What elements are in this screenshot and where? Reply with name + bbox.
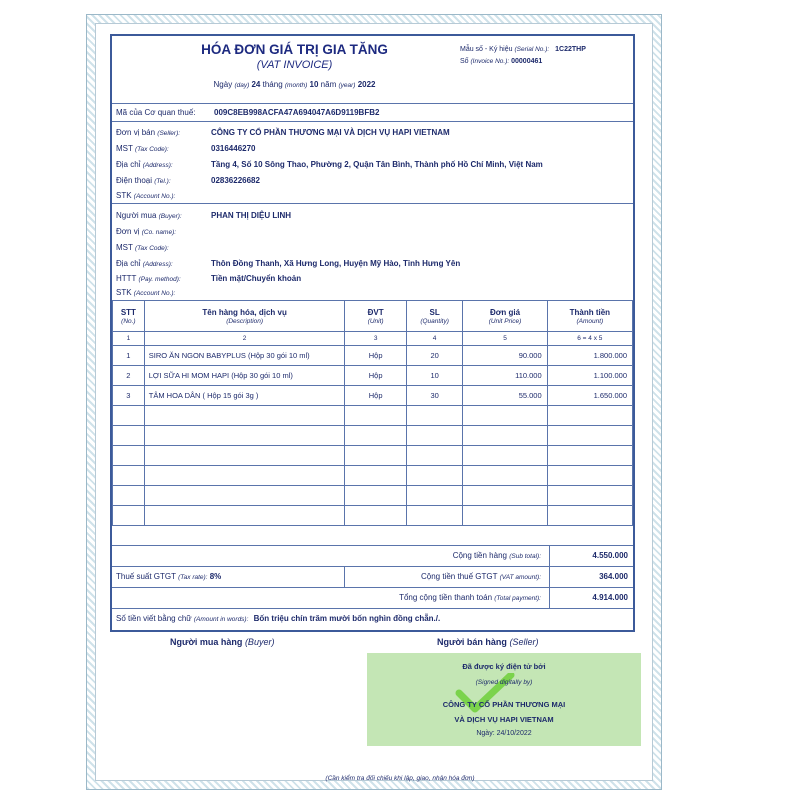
invoice-date: Ngày (day) 24 tháng (month) 10 năm (year) 2022 — [213, 80, 376, 89]
signer-company: CÔNG TY CỔ PHẦN THƯƠNG MẠI — [442, 700, 566, 709]
table-row-empty — [113, 426, 633, 446]
buyer-address: Thôn Đồng Thanh, Xã Hưng Long, Huyện Mỹ Hào, Tỉnh Hưng Yên — [211, 258, 461, 268]
col-header-unit: ĐVT (Unit) — [345, 301, 406, 332]
buyer-signature-label: Người mua hàng (Buyer) — [170, 637, 275, 647]
table-row-empty — [113, 486, 633, 506]
signed-by-text: Đã được ký điện tử bởi — [462, 662, 546, 671]
buyer-name: PHAN THỊ DIỆU LINH — [211, 210, 291, 220]
table-row-empty — [113, 466, 633, 486]
table-row-empty — [113, 406, 633, 426]
col-header-unit-price: Đơn giá (Unit Price) — [463, 301, 547, 332]
subtotal-row: Cộng tiền hàng (Sub total): 4.550.000 — [112, 545, 633, 566]
invoice-number: Số (Invoice No.): 00000461 — [460, 58, 543, 65]
seller-address: Tầng 4, Số 10 Sông Thao, Phường 2, Quận Tân Bình, Thành phố Hồ Chí Minh, Việt Nam — [211, 159, 543, 169]
invoice-subtitle: (VAT INVOICE) — [256, 59, 333, 71]
items-table — [112, 300, 633, 526]
vat-row: Thuế suất GTGT (Tax rate): 8% Cộng tiền thuế GTGT (VAT amount): 364.000 — [112, 566, 633, 587]
table-index-row: 1 2 3 4 5 6 = 4 x 5 — [113, 332, 633, 346]
vat-value: 364.000 — [599, 572, 628, 581]
seller-tax-code: 0316446270 — [211, 143, 256, 153]
subtotal-value: 4.550.000 — [592, 551, 628, 560]
total-row: Tổng cộng tiền thanh toán (Total payment): 4.914.000 — [112, 587, 633, 608]
table-row: 1 SIRO ĂN NGON BABYPLUS (Hộp 30 gói 10 ml) Hộp 20 90.000 1.800.000 — [113, 346, 633, 366]
amount-in-words: Bốn triệu chín trăm mười bốn nghìn đồng chẵn./. — [253, 614, 441, 623]
total-value: 4.914.000 — [592, 593, 628, 602]
table-row-empty — [113, 506, 633, 526]
amount-in-words-row: Số tiền viết bằng chữ (Amount in words): Bốn triệu chín trăm mười bốn nghìn đồng chẵn./. — [112, 608, 633, 629]
invoice-sheet — [110, 34, 635, 632]
col-header-description: Tên hàng hóa, dịch vụ (Description) — [144, 301, 345, 332]
table-row-empty — [113, 446, 633, 466]
payment-method: Tiền mặt/Chuyển khoản — [211, 273, 302, 283]
seller-name: CÔNG TY CỔ PHẦN THƯƠNG MẠI VÀ DỊCH VỤ HAPI VIETNAM — [211, 127, 450, 137]
serial-info: Mẫu số - Ký hiệu (Serial No.): 1C22THP — [460, 46, 586, 53]
table-row: 2 LỢI SỮA HI MOM HAPI (Hộp 30 gói 10 ml) Hộp 10 110.000 1.100.000 — [113, 366, 633, 386]
seller-section: Đơn vị bán (Seller): CÔNG TY CỔ PHẦN THƯƠNG MẠI VÀ DỊCH VỤ HAPI VIETNAM MST (Tax Code): 0316446270 Địa chỉ (Address): Tầng 4, Số 10 Sông Thao, Phường 2, Quận Tân Bình, Thành phố Hồ Chí Minh, Việt Nam Điện thoại (Tel.): 02836226682 STK (Account No.): — [112, 121, 633, 204]
table-header-row — [113, 301, 633, 332]
invoice-header — [112, 36, 633, 104]
invoice-title: HÓA ĐƠN GIÁ TRỊ GIA TĂNG — [201, 42, 388, 57]
signed-date: Ngày: 24/10/2022 — [476, 730, 532, 737]
table-row: 3 TÂM HOA DÂN ( Hộp 15 gói 3g ) Hộp 30 55.000 1.650.000 — [113, 386, 633, 406]
tax-rate-value: 8% — [209, 572, 222, 581]
col-header-amount: Thành tiền (Amount) — [547, 301, 632, 332]
seller-signature-label: Người bán hàng (Seller) — [437, 637, 539, 647]
tax-authority-code: Mã của Cơ quan thuế: 009C8EB998ACFA47A694047A6D9119BFB2 — [112, 103, 633, 122]
buyer-section: Người mua (Buyer): PHAN THỊ DIỆU LINH Đơn vị (Co. name): MST (Tax Code): Địa chỉ (Address): Thôn Đồng Thanh, Xã Hưng Long, Huyện Mỹ Hào, Tỉnh Hưng Yên HTTT (Pay. method): Tiền mặt/Chuyển khoản STK (Account No.): — [116, 210, 461, 297]
digital-signature-box: Đã được ký điện tử bởi (Signed digitally by) CÔNG TY CỔ PHẦN THƯƠNG MẠI VÀ DỊCH VỤ HAPI VIETNAM Ngày: 24/10/2022 — [367, 653, 641, 746]
col-header-no: STT (No.) — [113, 301, 145, 332]
footer-note: (Cần kiểm tra đối chiếu khi lập, giao, nhận hóa đơn) — [325, 775, 475, 782]
col-header-quantity: SL (Quantity) — [406, 301, 463, 332]
seller-phone: 02836226682 — [211, 175, 260, 185]
